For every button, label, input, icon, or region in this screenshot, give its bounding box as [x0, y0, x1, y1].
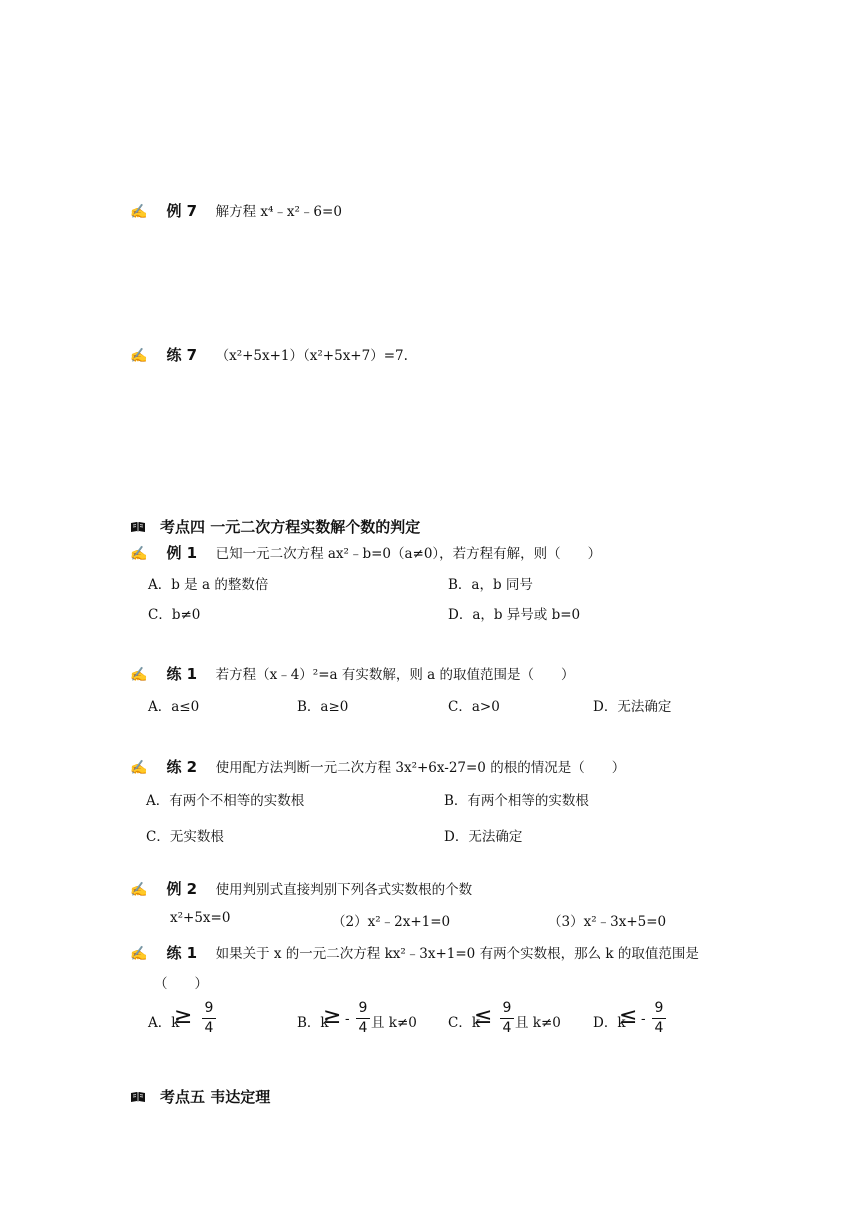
pencil-icon: ✍ — [130, 204, 148, 220]
practice-7 — [130, 344, 408, 365]
practice-label: 练 7 — [166, 346, 198, 364]
book-icon — [130, 521, 146, 533]
option-prefix: C．k — [448, 1015, 481, 1031]
option-a: A．a≤0 — [148, 699, 200, 715]
fraction-denominator: 4 — [502, 1020, 512, 1036]
fraction-bar — [202, 1018, 216, 1019]
pencil-icon: ✍ — [130, 760, 148, 776]
relation-symbol: ≤ — [474, 1004, 493, 1029]
equation-2: （2）x²﹣2x+1=0 — [332, 914, 451, 930]
pencil-icon: ✍ — [130, 348, 148, 364]
example-text: 使用判别式直接判别下列各式实数根的个数 — [215, 882, 473, 898]
practice-text: 使用配方法判断一元二次方程 3x²+6x-27=0 的根的情况是（ ） — [215, 760, 626, 776]
section-title: 考点五 韦达定理 — [160, 1088, 271, 1106]
option-prefix: D．k — [593, 1015, 626, 1031]
example-label: 例 7 — [166, 202, 198, 220]
pencil-icon: ✍ — [130, 667, 148, 683]
section-heading-4 — [130, 516, 420, 537]
relation-symbol: ≥ — [174, 1004, 193, 1029]
practice-1-k — [130, 942, 699, 963]
fraction-numerator: 9 — [204, 1000, 214, 1016]
option-a: A．有两个不相等的实数根 — [146, 793, 305, 809]
option-d: D．a，b 异号或 b=0 — [448, 607, 581, 623]
fraction-numerator: 9 — [654, 1000, 664, 1016]
option-c: C．a>0 — [448, 699, 500, 715]
fraction-denominator: 4 — [654, 1020, 664, 1036]
practice-label: 练 2 — [166, 758, 198, 776]
option-prefix: B．k — [297, 1015, 329, 1031]
pencil-icon: ✍ — [130, 946, 148, 962]
fraction-bar — [652, 1018, 666, 1019]
option-d — [593, 1000, 693, 1039]
option-prefix: A．k — [148, 1015, 180, 1031]
book-icon — [130, 1091, 146, 1103]
example-7 — [130, 200, 342, 221]
fraction-numerator: 9 — [502, 1000, 512, 1016]
practice-text: 如果关于 x 的一元二次方程 kx²﹣3x+1=0 有两个实数根，那么 k 的取值范围是 — [215, 946, 699, 962]
minus-sign: - — [345, 1011, 350, 1027]
option-c: C．无实数根 — [146, 829, 224, 845]
example-label: 例 1 — [166, 544, 198, 562]
equation-3: （3）x²﹣3x+5=0 — [548, 914, 667, 930]
fraction-denominator: 4 — [204, 1020, 214, 1036]
example-label: 例 2 — [166, 880, 198, 898]
practice-text: （x²+5x+1）（x²+5x+7）=7. — [215, 348, 408, 364]
option-b: B．a，b 同号 — [448, 577, 533, 593]
pencil-icon: ✍ — [130, 882, 148, 898]
practice-1 — [130, 663, 574, 684]
fraction-numerator: 9 — [358, 1000, 368, 1016]
section-heading-5 — [130, 1086, 270, 1107]
relation-symbol: ≥ — [323, 1004, 342, 1029]
option-d: D．无法确定 — [444, 829, 523, 845]
section-title: 考点四 一元二次方程实数解个数的判定 — [160, 518, 421, 536]
option-b: B．有两个相等的实数根 — [444, 793, 589, 809]
option-b: B．a≥0 — [297, 699, 349, 715]
option-a: A．b 是 a 的整数倍 — [148, 577, 269, 593]
fraction-bar — [500, 1018, 514, 1019]
practice-label: 练 1 — [166, 944, 198, 962]
practice-text: 若方程（x﹣4）²=a 有实数解，则 a 的取值范围是（ ） — [215, 667, 575, 683]
option-c: C．b≠0 — [148, 607, 201, 623]
equation-1: x²+5x=0 — [170, 910, 231, 926]
option-suffix: 且 k≠0 — [371, 1015, 417, 1031]
fraction-bar — [356, 1018, 370, 1019]
practice-label: 练 1 — [166, 665, 198, 683]
option-suffix: 且 k≠0 — [515, 1015, 561, 1031]
relation-symbol: ≤ — [619, 1004, 638, 1029]
example-text: 已知一元二次方程 ax²﹣b=0（a≠0），若方程有解，则（ ） — [215, 546, 602, 562]
option-d: D．无法确定 — [593, 699, 672, 715]
answer-paren: （ ） — [154, 976, 208, 992]
example-1 — [130, 542, 601, 563]
fraction-denominator: 4 — [358, 1020, 368, 1036]
option-b — [297, 1000, 437, 1039]
example-2 — [130, 878, 472, 899]
example-text: 解方程 x⁴﹣x²﹣6=0 — [215, 204, 342, 220]
minus-sign: - — [641, 1011, 646, 1027]
option-c — [448, 1000, 588, 1039]
pencil-icon: ✍ — [130, 546, 148, 562]
practice-2 — [130, 756, 625, 777]
